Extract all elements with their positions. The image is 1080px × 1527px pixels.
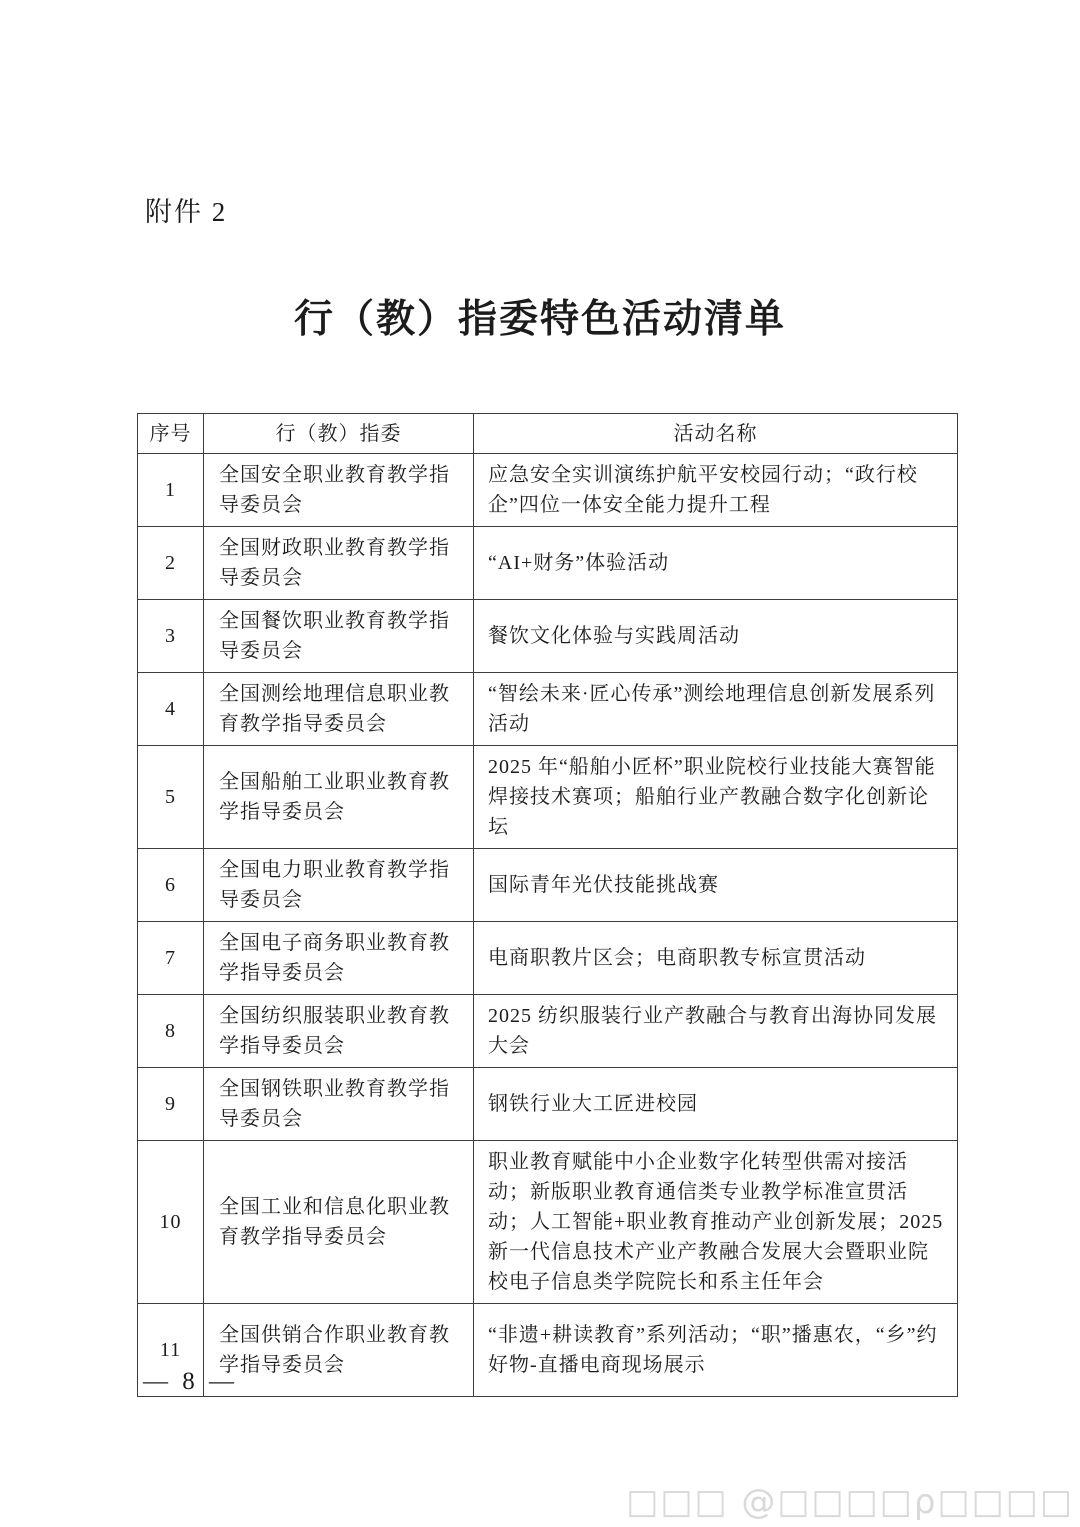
- row-activity: 职业教育赋能中小企业数字化转型供需对接活动；新版职业教育通信类专业教学标准宣贯活动；人工智能+职业教育推动产业创新发展；2025 新一代信息技术产业产教融合发展大会暨职业院校电子信息类学院院长和系主任年会: [474, 1141, 958, 1304]
- page-number: — 8 —: [143, 1368, 238, 1395]
- row-activity: 2025 年“船舶小匠杯”职业院校行业技能大赛智能焊接技术赛项；船舶行业产教融合数字化创新论坛: [474, 746, 958, 849]
- row-activity: “非遗+耕读教育”系列活动；“职”播惠农，“乡”约好物-直播电商现场展示: [474, 1304, 958, 1397]
- row-no: 6: [138, 849, 204, 922]
- header-activity: 活动名称: [474, 414, 958, 454]
- table-row: [138, 600, 958, 673]
- row-no: 7: [138, 922, 204, 995]
- row-activity: 2025 纺织服装行业产教融合与教育出海协同发展大会: [474, 995, 958, 1068]
- page-title: 行（教）指委特色活动清单: [293, 298, 786, 341]
- table-row: [138, 746, 958, 849]
- row-committee: 全国工业和信息化职业教育教学指导委员会: [204, 1141, 474, 1304]
- row-no: 1: [138, 454, 204, 527]
- table-row: [138, 849, 958, 922]
- table-row: [138, 673, 958, 746]
- row-activity: “AI+财务”体验活动: [474, 527, 958, 600]
- row-no: 11: [138, 1304, 204, 1397]
- row-committee: 全国餐饮职业教育教学指导委员会: [204, 600, 474, 673]
- row-committee: 全国钢铁职业教育教学指导委员会: [204, 1068, 474, 1141]
- row-activity: 国际青年光伏技能挑战赛: [474, 849, 958, 922]
- table-row: [138, 922, 958, 995]
- table-row: [138, 1304, 958, 1397]
- row-activity: 餐饮文化体验与实践周活动: [474, 600, 958, 673]
- row-committee: 全国电力职业教育教学指导委员会: [204, 849, 474, 922]
- row-committee: 全国供销合作职业教育教学指导委员会: [204, 1304, 474, 1397]
- row-committee: 全国财政职业教育教学指导委员会: [204, 527, 474, 600]
- row-no: 4: [138, 673, 204, 746]
- row-no: 5: [138, 746, 204, 849]
- row-activity: 应急安全实训演练护航平安校园行动；“政行校企”四位一体安全能力提升工程: [474, 454, 958, 527]
- row-committee: 全国船舶工业职业教育教学指导委员会: [204, 746, 474, 849]
- row-no: 2: [138, 527, 204, 600]
- attachment-label: 附件 2: [145, 197, 228, 227]
- row-no: 10: [138, 1141, 204, 1304]
- row-committee: 全国安全职业教育教学指导委员会: [204, 454, 474, 527]
- table-row: [138, 527, 958, 600]
- row-no: 8: [138, 995, 204, 1068]
- header-committee: 行（教）指委: [204, 414, 474, 454]
- row-no: 9: [138, 1068, 204, 1141]
- activity-table: [137, 413, 958, 1397]
- row-no: 3: [138, 600, 204, 673]
- table-row: [138, 1141, 958, 1304]
- row-activity: 钢铁行业大工匠进校园: [474, 1068, 958, 1141]
- table-header-row: [138, 414, 958, 454]
- table-row: [138, 454, 958, 527]
- row-committee: 全国电子商务职业教育教学指导委员会: [204, 922, 474, 995]
- table-row: [138, 1068, 958, 1141]
- row-committee: 全国测绘地理信息职业教育教学指导委员会: [204, 673, 474, 746]
- row-activity: “智绘未来·匠心传承”测绘地理信息创新发展系列活动: [474, 673, 958, 746]
- header-no: 序号: [138, 414, 204, 454]
- row-committee: 全国纺织服装职业教育教学指导委员会: [204, 995, 474, 1068]
- watermark: □□□ @□□□□ρ□□□□: [626, 1482, 1074, 1522]
- row-activity: 电商职教片区会；电商职教专标宣贯活动: [474, 922, 958, 995]
- table-row: [138, 995, 958, 1068]
